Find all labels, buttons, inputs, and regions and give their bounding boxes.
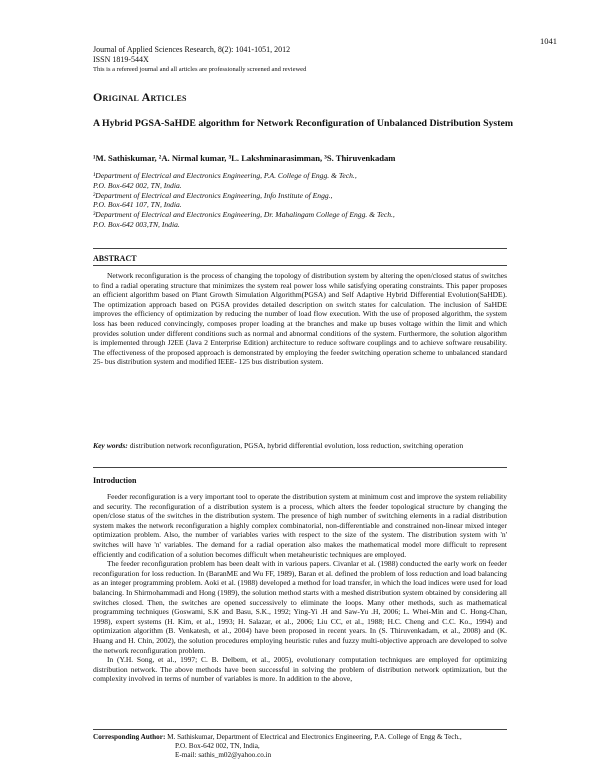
paper-title: A Hybrid PGSA-SaHDE algorithm for Network Reconfiguration of Unbalanced Distribution System xyxy=(93,118,514,129)
affiliation-line: ³Department of Electrical and Electronics Engineering, Dr. Mahalingam College of Engg. & Tech., xyxy=(93,210,395,220)
intro-paragraph: The feeder reconfiguration problem has been dealt with in various papers. Civanlar et al. (1988) conducted the early work on feeder reconfiguration for loss reduction. In (BaranME and Wu FF, 1989), Baran et al. defined the problem of loss reduction and load balancing as an integer programming problem. Aoki et al. (1988) developed a method for load transfer, in which the load indices were used for load balancing. In Shirmohammadi and Hong (1989), the solution method starts with a meshed distribution system obtained by considering all switches closed. Then, the switches are opened successively to eliminate the loops. Many other methods, such as mathematical programming techniques (Goswami, S.K and Basu, S.K., 1992; Ying-Yi .H and Saw-Yu .H, 2006; L. Whei-Min and C. Hong-Chan, 1998), expert systems (H. Kim, et al., 1993; H. Salazar, et al., 2006; Liu CC, et al., 1988; H.C. Cheng and C.C. Ko., 1994) and optimization algorithm (B. Venkatesh, et al., 2004) have been proposed in recent years. In (S. Thiruvenkadam, et al., 2008) and (K. Huang and H. Chin, 2002), the solution procedures employing heuristic rules and fuzzy multi-objective approach are developed to solve the network reconfiguration problem. xyxy=(93,559,507,655)
issn: ISSN 1819-544X xyxy=(93,55,149,64)
author-list: ¹M. Sathiskumar, ²A. Nirmal kumar, ³L. Lakshminarasimman, ³S. Thiruvenkadam xyxy=(93,153,396,163)
divider-top xyxy=(93,248,507,249)
corresponding-address: P.O. Box-642 002, TN, India, xyxy=(175,742,260,751)
introduction-heading: Introduction xyxy=(93,476,137,485)
abstract-body xyxy=(93,271,507,367)
intro-paragraph: Feeder reconfiguration is a very important tool to operate the distribution system at minimum cost and improve the system reliability and security. The reconfiguration of a distribution system is a process, which alters the feeder topological structure by changing the open/close status of the switches in the distribution system. The presence of high number of switching elements in a radial distribution system makes the network reconfiguration a highly complex combinatorial, non-differentiable and constrained non-linear mixed integer optimization problem. Also, the number of variables varies with respect to the size of the system. The distribution system with 'n' switches will have 'n' variables. The demand for a radial operation also makes the mathematical model more difficult to represent efficiently and codification of a solution becomes difficult when metaheuristic techniques are employed. xyxy=(93,492,507,559)
intro-paragraph: In (Y.H. Song, et al., 1997; C. B. Delbem, et al., 2005), evolutionary computation techniques are employed for optimizing distribution network. The above methods have been successful in solving the problem of distribution network optimization, but the complexity involved in terms of number of variables is more. In addition to the above, xyxy=(93,655,507,684)
divider-abstract xyxy=(93,265,507,266)
keywords xyxy=(93,441,507,451)
affiliations xyxy=(93,171,395,230)
page-number: 1041 xyxy=(540,36,557,46)
review-notice: This is a refereed journal and all articles are professionally screened and reviewed xyxy=(93,66,307,73)
corresponding-email: E-mail: sathis_m02@yahoo.co.in xyxy=(175,751,272,760)
divider-keywords xyxy=(93,467,507,468)
affiliation-line: P.O. Box-642 002, TN, India. xyxy=(93,180,182,190)
journal-header xyxy=(93,45,306,75)
abstract-text: Network reconfiguration is the process of changing the topology of distribution system by altering the open/closed status of switches to find a radial operating structure that minimizes the system real power loss while satisfying operating constraints. This paper proposes an efficient algorithm based on Plant Growth Simulation Algorithm(PGSA) and Self Adaptive Hybrid Differential Evolution(SaHDE). The optimization approach based on PGSA provides detailed description on switch states for calculation. The inclusion of SaHDE improves the efficiency of optimization by reducing the number of load flow execution. With the use of proposed algorithm, the system loss has been reduced convincingly, composes proper loading at the branches and make up buses voltage within the limit and which provides solution under different conditions such as normal and abnormal conditions of the system. Furthermore, the solution algorithm is implemented through J2EE (Java 2 Enterprise Edition) architecture to reduce software couplings and to achieve software reusability. The effectiveness of the proposed approach is demonstrated by employing the feeder switching operation scheme to unbalanced standard 25- bus distribution system and modified IEEE- 125 bus distribution system. xyxy=(93,271,507,367)
section-heading: Original Articles xyxy=(93,90,187,104)
corresponding-author xyxy=(93,733,507,761)
affiliation-line: ²Department of Electrical and Electronics Engineering, Info Institute of Engg., xyxy=(93,190,333,200)
introduction-body xyxy=(93,492,507,684)
keywords-text: distribution network reconfiguration, PGSA, hybrid differential evolution, loss reduction, switching operation xyxy=(129,441,464,450)
keywords-label: Key words: xyxy=(93,441,128,450)
affiliation-line: P.O. Box-641 107, TN, India. xyxy=(93,200,182,210)
affiliation-line: P.O. Box-642 003,TN, India. xyxy=(93,219,180,229)
corresponding-name: M. Sathiskumar, Department of Electrical and Electronics Engineering, P.A. College of Engg & Tech., xyxy=(167,733,462,741)
affiliation-line: ¹Department of Electrical and Electronics Engineering, P.A. College of Engg. & Tech., xyxy=(93,171,357,180)
journal-citation: Journal of Applied Sciences Research, 8(2): 1041-1051, 2012 xyxy=(93,45,291,54)
corresponding-label: Corresponding Author: xyxy=(93,733,166,741)
divider-footer xyxy=(93,729,507,730)
abstract-heading: ABSTRACT xyxy=(93,254,137,263)
